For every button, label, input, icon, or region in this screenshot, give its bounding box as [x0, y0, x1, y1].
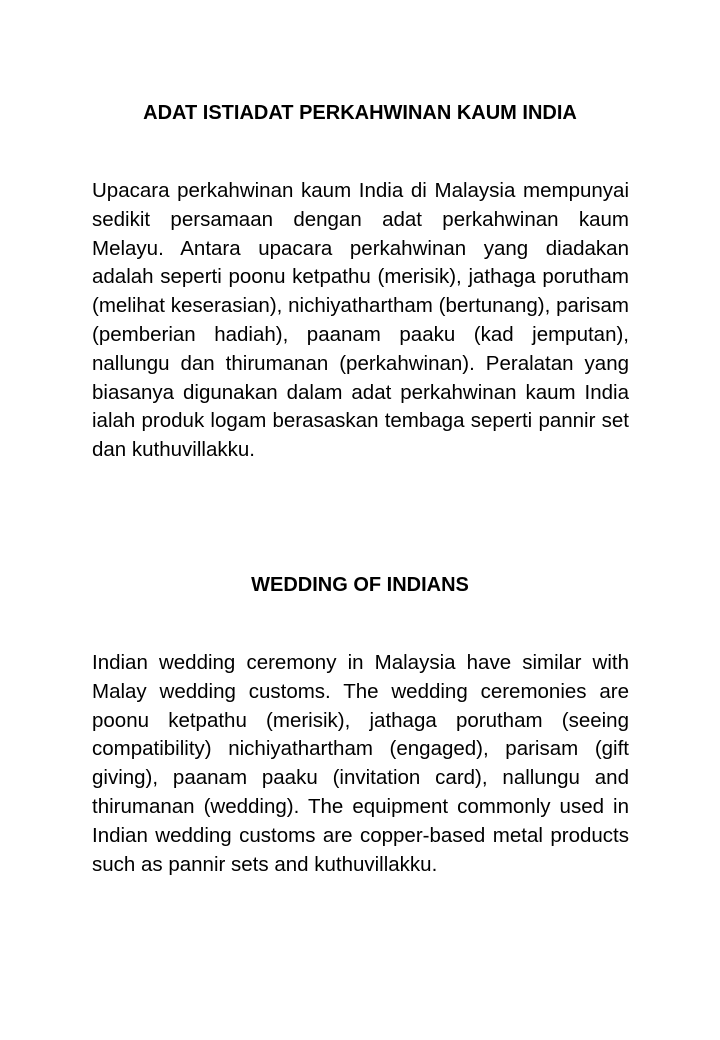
malay-section-heading: ADAT ISTIADAT PERKAHWINAN KAUM INDIA [143, 102, 577, 124]
english-section-heading: WEDDING OF INDIANS [251, 574, 469, 596]
malay-section-paragraph: Upacara perkahwinan kaum India di Malaysia mempunyai sedikit persamaan dengan adat perkahwinan kaum Melayu. Antara upacara perkahwinan yang diadakan adalah seperti poonu ketpathu (merisik), jathaga porutham (melihat keserasian), nichiyathartham (bertunang), parisam (pemberian hadiah), paanam paaku (kad jemputan), nallungu dan thirumanan (perkahwinan). Peralatan yang biasanya digunakan dalam adat perkahwinan kaum India ialah produk logam berasaskan tembaga seperti pannir set dan kuthuvillakku. [92, 179, 629, 462]
english-section-paragraph: Indian wedding ceremony in Malaysia have similar with Malay wedding customs. The wedding ceremonies are poonu ketpathu (merisik), jathaga porutham (seeing compatibility) nichiyathartham (engaged), parisam (gift giving), paanam paaku (invitation card), nallungu and thirumanan (wedding). The equipment commonly used in Indian wedding customs are copper-based metal products such as pannir sets and kuthuvillakku. [92, 651, 629, 876]
